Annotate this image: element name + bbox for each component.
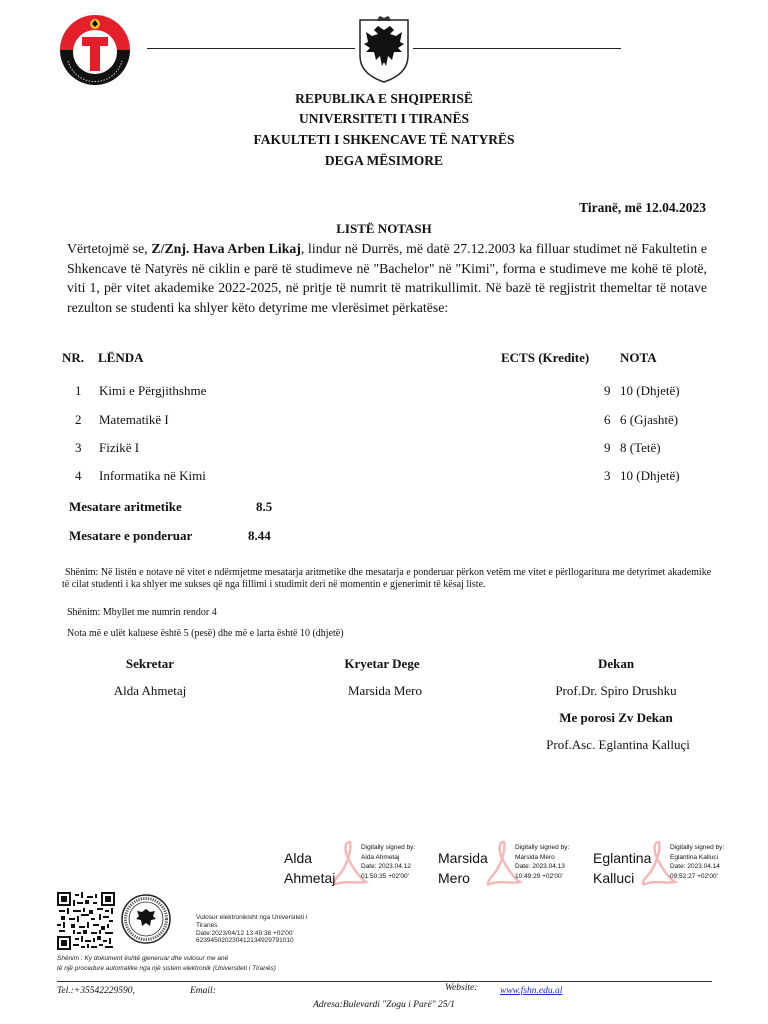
- row-nr: 4: [75, 468, 82, 483]
- sig-line-label: Digitally signed by:: [361, 844, 416, 851]
- digital-signature: [284, 840, 434, 890]
- footer-website-link[interactable]: www.fshn.edu.al: [500, 986, 563, 996]
- sig-line-time: 10:49:29 +02'00': [515, 872, 563, 880]
- signer-first-name: Alda: [284, 850, 313, 866]
- dekan-title: Dekan: [597, 656, 635, 671]
- arith-average-value: 8.5: [256, 499, 273, 514]
- row-subject: Matematikë I: [99, 412, 169, 427]
- signer-last-name: Kalluci: [593, 870, 635, 886]
- signer-last-name: Ahmetaj: [284, 870, 336, 886]
- sig-line-label: Digitally signed by:: [515, 844, 570, 851]
- col-header-nr: NR.: [62, 350, 85, 365]
- footer-website-label: Website:: [445, 983, 478, 993]
- auto-generated-note: [57, 954, 276, 974]
- row-nr: 3: [75, 440, 82, 455]
- row-ects: 9: [604, 440, 611, 455]
- digital-signature: [593, 840, 743, 890]
- university-logo: [58, 15, 132, 89]
- footer-email-label: Email:: [190, 986, 216, 996]
- sig-line-name: Marsida Mero: [515, 853, 555, 861]
- footer-divider: [57, 981, 712, 982]
- intro-text-rest: , lindur në Durrës, më datë 27.12.2003 ka filluar studimet në Fakultetin e Shkencave të Natyrës në ciklin e parë të studimeve në "Bachelor" në "Kimi", forma e studimeve me kohë të plotë, viti 1, për vitet akademike 2022-2025, në pritje të numrit të matrikullimit. Në bazë të regjistrit themeltar të notave rezulton se studenti ka shlyer këto detyrime me vlerësimet përkatëse:: [67, 241, 707, 315]
- row-grade: 8 (Tetë): [620, 440, 661, 455]
- header-republic: REPUBLIKA E SHQIPERISË: [295, 91, 473, 106]
- row-ects: 9: [604, 383, 611, 398]
- auto-note-line: të një procedure automatike nga një sistem elektronik (Universiteti i Tiranës): [57, 965, 276, 972]
- header-faculty: FAKULTETI I SHKENCAVE TË NATYRËS: [253, 132, 515, 147]
- sig-line-date: Date: 2023.04.12: [361, 863, 411, 870]
- header-university: UNIVERSITETI I TIRANËS: [298, 111, 470, 126]
- order-name: Prof.Asc. Eglantina Kalluçi: [546, 737, 690, 752]
- sig-line-date: Date: 2023.04.13: [515, 863, 565, 870]
- note-grading-scale: Nota më e ulët kaluese është 5 (pesë) dhe më e larta është 10 (dhjetë): [67, 628, 344, 639]
- e-seal-text: [196, 914, 307, 945]
- e-seal-line: Vulosur elektronikisht nga Universiteti i: [196, 914, 308, 921]
- weighted-average-value: 8.44: [248, 528, 271, 543]
- e-seal-line: Date:2023/04/12 13:49:38 +02'00': [196, 929, 294, 937]
- sig-line-time: 09:52:27 +02'00': [670, 872, 718, 880]
- note-closing: Shënim: Mbyllet me numrin rendor 4: [67, 607, 217, 618]
- digital-signature: [438, 840, 588, 890]
- row-nr: 1: [75, 383, 82, 398]
- header-line-right: [413, 48, 621, 49]
- signature-meta: [515, 843, 569, 881]
- row-grade: 10 (Dhjetë): [620, 383, 680, 398]
- header-department: DEGA MËSIMORE: [324, 153, 444, 168]
- sig-line-label: Digitally signed by:: [670, 844, 725, 851]
- document-title: LISTË NOTASH: [336, 221, 432, 236]
- footer-address: Adresa:Bulevardi "Zogu i Parë" 25/1: [313, 1000, 455, 1010]
- date-place: Tiranë, më 12.04.2023: [579, 200, 706, 215]
- signer-first-name: Eglantina: [593, 850, 652, 866]
- university-logo-icon: [58, 15, 132, 89]
- weighted-average-label: Mesatare e ponderuar: [69, 528, 193, 543]
- sekretar-name: Alda Ahmetaj: [113, 683, 187, 698]
- albanian-double-headed-eagle-icon: [356, 16, 412, 84]
- row-subject: Kimi e Përgjithshme: [99, 383, 207, 398]
- auto-note-line: Shënim : Ky dokument është gjeneruar dhe vulosur me anë: [57, 955, 229, 962]
- signer-first-name: Marsida: [438, 850, 488, 866]
- row-subject: Informatika në Kimi: [99, 468, 206, 483]
- note-averages: Shënim: Në listën e notave në vitet e ndërmjetme mesatarja aritmetike dhe mesatarja e ponderuar përkon vetëm me vitet e përllogaritura me detyrimet akademike të cilat studenti i ka shlyer me sukses që nga fillimi i studimit deri në momentin e gjenerimit të kësaj liste.: [62, 567, 712, 590]
- intro-text-start: Vërtetojmë se,: [67, 241, 152, 256]
- col-header-ects: ECTS (Kredite): [501, 350, 590, 365]
- signer-last-name: Mero: [438, 870, 470, 886]
- e-seal-line: Tiranës: [196, 921, 218, 929]
- sekretar-title: Sekretar: [125, 656, 175, 671]
- sig-line-name: Alda Ahmetaj: [361, 853, 400, 861]
- row-subject: Fizikë I: [99, 440, 140, 455]
- qr-code: [57, 892, 115, 950]
- footer-phone: Tel.:+35542229590,: [57, 986, 135, 996]
- intro-paragraph: [67, 239, 707, 317]
- student-name: Z/Znj. Hava Arben Likaj: [151, 241, 301, 256]
- arith-average-label: Mesatare aritmetike: [69, 499, 182, 514]
- header-line-left: [147, 48, 355, 49]
- e-seal-line: 623945020230412134929791010: [196, 937, 294, 945]
- sig-line-time: 01:50:35 +02'00': [361, 872, 409, 880]
- row-nr: 2: [75, 412, 82, 427]
- col-header-subject: LËNDA: [98, 350, 144, 365]
- row-grade: 10 (Dhjetë): [620, 468, 680, 483]
- university-seal: [120, 893, 172, 945]
- state-emblem: [356, 16, 412, 84]
- qr-code-icon: [57, 892, 115, 950]
- row-ects: 6: [604, 412, 611, 427]
- order-title: Me porosi Zv Dekan: [559, 710, 673, 725]
- signature-meta: [670, 843, 724, 881]
- kryetar-name: Marsida Mero: [347, 683, 422, 698]
- kryetar-title: Kryetar Dege: [344, 656, 420, 671]
- dekan-name: Prof.Dr. Spiro Drushku: [555, 683, 677, 698]
- row-ects: 3: [604, 468, 611, 483]
- row-grade: 6 (Gjashtë): [620, 412, 679, 427]
- sig-line-date: Date: 2023.04.14: [670, 863, 720, 870]
- signature-meta: [361, 843, 415, 881]
- sig-line-name: Eglantina Kalluci: [670, 853, 719, 861]
- col-header-grade: NOTA: [620, 350, 657, 365]
- round-seal-icon: [120, 893, 172, 945]
